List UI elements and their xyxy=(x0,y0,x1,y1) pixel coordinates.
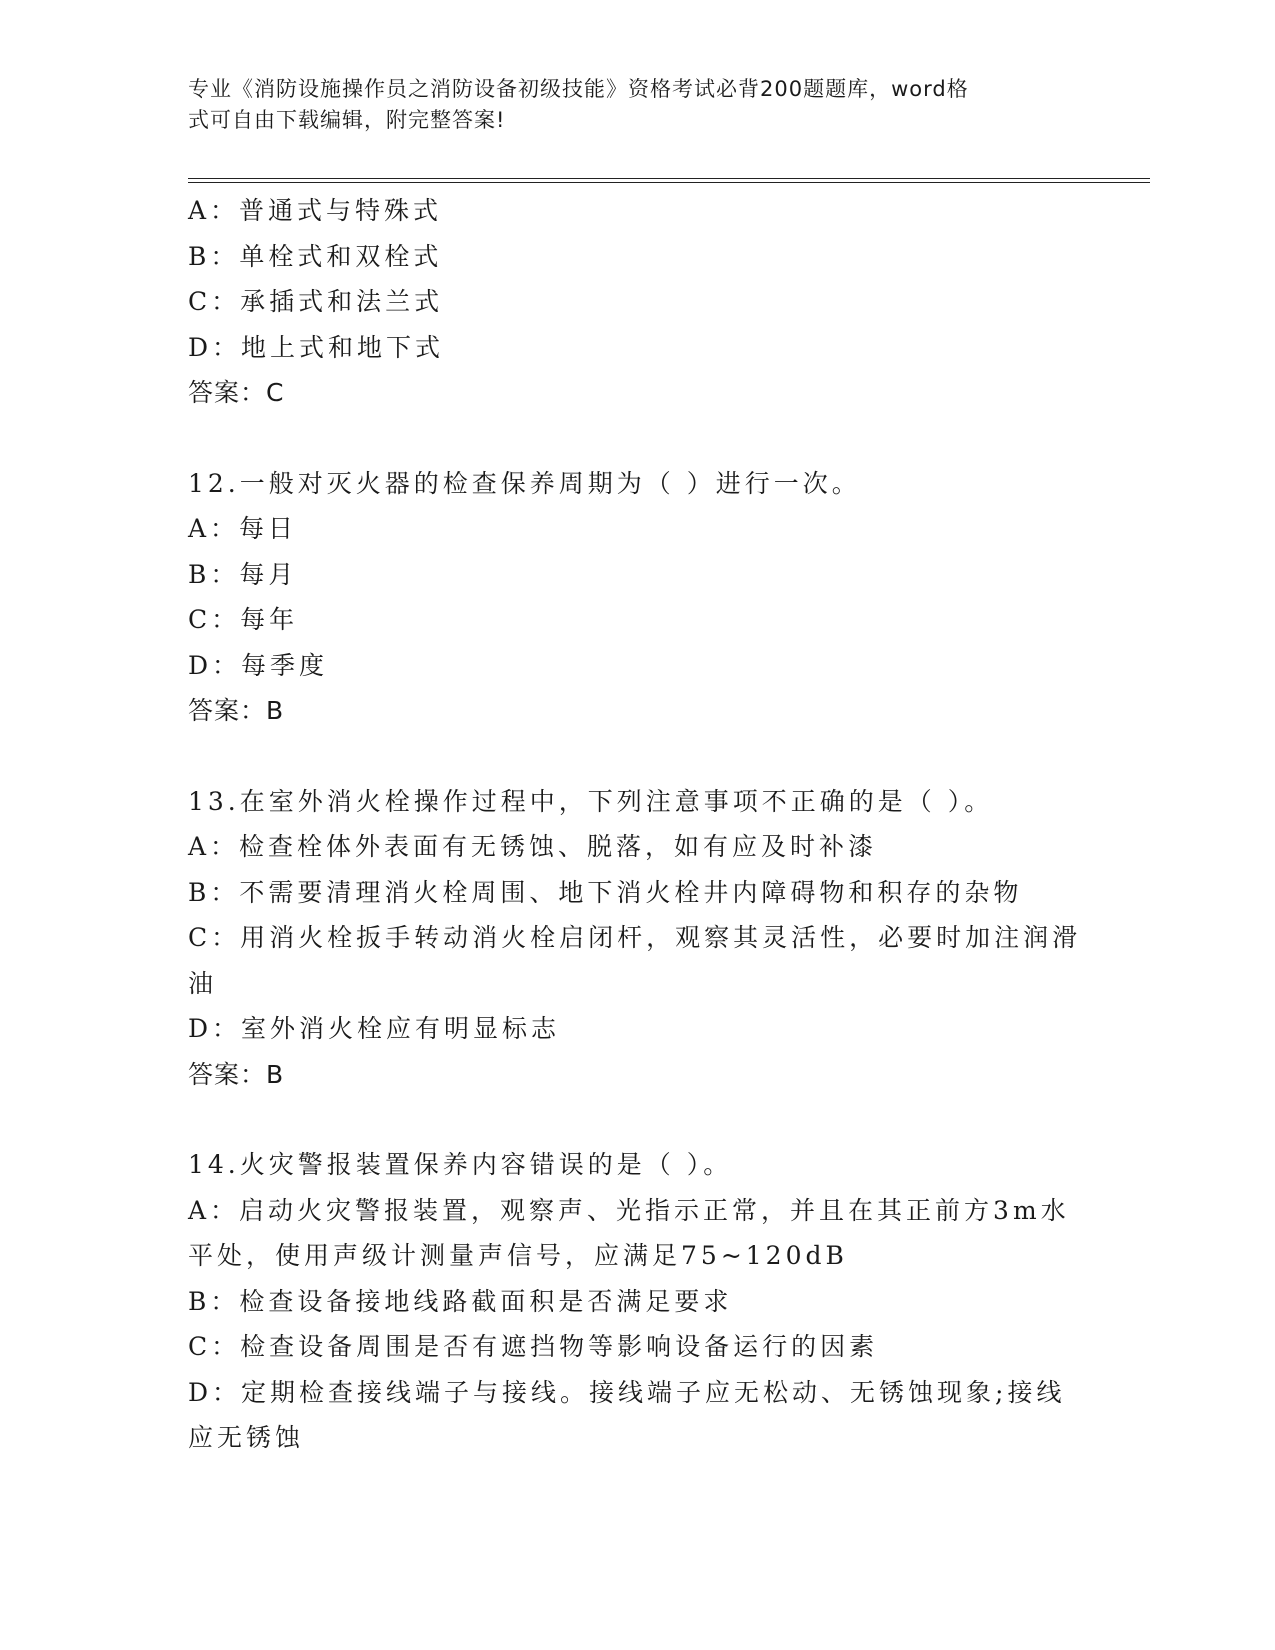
question-11-block xyxy=(188,188,1088,416)
option-d: D：地上式和地下式 xyxy=(188,332,445,362)
option-a: A：检查栓体外表面有无锈蚀、脱落，如有应及时补漆 xyxy=(188,832,878,861)
option-a-continued: 平处，使用声级计测量声信号，应满足75~120dB xyxy=(188,1241,848,1270)
option-a: A：启动火灾警报装置，观察声、光指示正常，并且在其正前方3m水 xyxy=(188,1195,1070,1225)
question-12-block xyxy=(188,461,1088,734)
question-14-block xyxy=(188,1142,1088,1461)
spacer xyxy=(188,1097,1088,1142)
header-line-2: 式可自由下载编辑，附完整答案! xyxy=(188,108,506,132)
option-d: D：室外消火栓应有明显标志 xyxy=(188,1014,561,1043)
option-a: A：普通式与特殊式 xyxy=(188,196,443,225)
header-line-1: 专业《消防设施操作员之消防设备初级技能》资格考试必背200题题库，word格 xyxy=(188,77,969,101)
option-d: D：每季度 xyxy=(188,650,329,680)
question-text: 13.在室外消火栓操作过程中，下列注意事项不正确的是（ ）。 xyxy=(188,786,994,816)
answer: 答案：B xyxy=(188,696,285,725)
option-d: D：定期检查接线端子与接线。接线端子应无松动、无锈蚀现象;接线 xyxy=(188,1377,1066,1407)
option-b: B：不需要清理消火栓周围、地下消火栓井内障碍物和积存的杂物 xyxy=(188,877,1023,907)
option-b: B：每月 xyxy=(188,559,298,589)
header-divider xyxy=(188,178,1150,183)
option-c: C：用消火栓扳手转动消火栓启闭杆，观察其灵活性，必要时加注润滑 xyxy=(188,923,1082,952)
option-c-continued: 油 xyxy=(188,968,218,998)
spacer xyxy=(188,416,1088,461)
option-b: B：检查设备接地线路截面积是否满足要求 xyxy=(188,1286,733,1316)
option-d-continued: 应无锈蚀 xyxy=(188,1423,305,1452)
option-c: C：每年 xyxy=(188,605,299,634)
answer: 答案：C xyxy=(188,378,285,407)
option-a: A：每日 xyxy=(188,514,298,543)
question-13-block xyxy=(188,779,1088,1098)
question-text: 12.一般对灭火器的检查保养周期为（ ）进行一次。 xyxy=(188,468,861,498)
option-b: B：单栓式和双栓式 xyxy=(188,241,443,271)
option-c: C：承插式和法兰式 xyxy=(188,287,444,316)
question-list xyxy=(188,188,1088,1461)
question-text: 14.火灾警报装置保养内容错误的是（ ）。 xyxy=(188,1150,733,1179)
document-header xyxy=(188,74,1068,136)
answer: 答案：B xyxy=(188,1059,285,1089)
option-c: C：检查设备周围是否有遮挡物等影响设备运行的因素 xyxy=(188,1332,879,1361)
spacer xyxy=(188,734,1088,779)
